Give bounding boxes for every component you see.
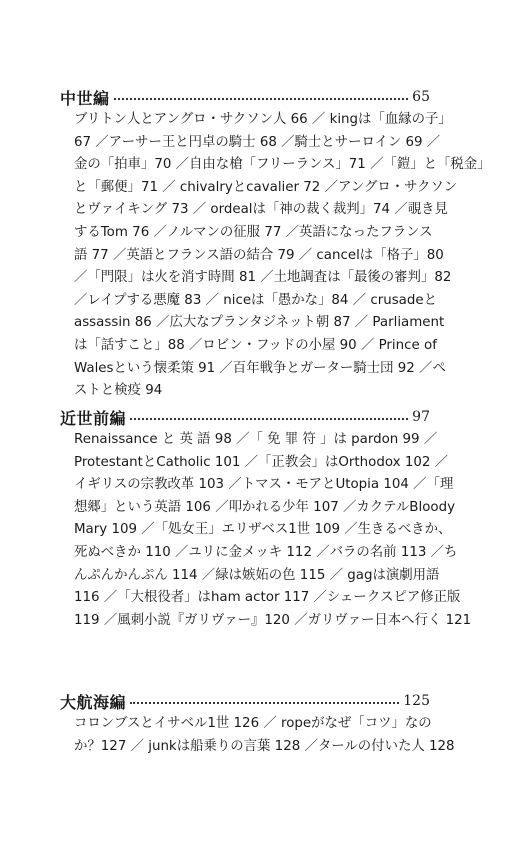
- section-title: 中世編: [60, 88, 110, 108]
- leader-dots: [130, 418, 408, 420]
- entry-line: とヴァイキング 73 ／ ordealは「神の裁く裁判」74 ／覗き見: [74, 202, 448, 218]
- entry-line: 想郷」という英語 106 ／叩かれる少年 107 ／カクテルBloody: [74, 499, 456, 515]
- section-title: 大航海編: [60, 692, 127, 712]
- entry-line: ブリトン人とアングロ・サクソン人 66 ／ kingは「血縁の子」: [74, 112, 452, 127]
- entry-line: ／レイプする悪魔 83 ／ niceは「愚かな」84 ／ crusadeと: [74, 292, 438, 308]
- section-title: 近世前編: [60, 408, 127, 428]
- entry-line: イギリスの宗教改革 103 ／トマス・モアとUtopia 104 ／「理: [74, 477, 454, 493]
- entry-line: するTom 76 ／ノルマンの征服 77 ／英語になったフランス: [74, 224, 433, 240]
- entry-line: ／「門限」は火を消す時間 81 ／土地調査は「最後の審判」82: [74, 270, 452, 286]
- entry-line: か？127 ／ junkは船乗りの言葉 128 ／タールの付いた人 128: [74, 738, 455, 754]
- entry-line: コロンブスとイサベル1世 126 ／ ropeがなぜ「コツ」なの: [74, 716, 432, 731]
- entry-line: Walesという懐柔策 91 ／百年戦争とガーター騎士団 92 ／ペ: [74, 360, 446, 376]
- section-heading: [60, 84, 430, 110]
- section-heading: [60, 404, 430, 430]
- entry-line: 金の「拍車」70 ／自由な槍「フリーランス」71 ／「鎧」と「税金」: [74, 157, 491, 173]
- section-page-number: 65: [412, 89, 430, 105]
- entry-line: 67 ／アーサー王と円卓の騎士 68 ／騎士とサーロイン 69 ／: [74, 134, 441, 150]
- entry-line: ストと検疫 94: [74, 383, 163, 399]
- entry-line: ProtestantとCatholic 101 ／「正教会」はOrthodox 102 ／: [74, 454, 449, 470]
- leader-dots: [114, 98, 409, 100]
- entry-line: 死ぬべきか 110 ／ユリに金メッキ 112 ／バラの名前 113 ／ち: [74, 544, 458, 560]
- section-heading: [60, 688, 430, 714]
- entry-line: assassin 86 ／広大なプランタジネット朝 87 ／ Parliament: [74, 315, 445, 331]
- entry-line: 116 ／「大根役者」はham actor 117 ／シェークスピア修正版: [74, 590, 461, 606]
- section-entries: [74, 429, 472, 632]
- entry-line: Renaissance と 英 語 98 ／「 免 罪 符 」は pardon 99 ／: [74, 432, 438, 447]
- entry-line: Mary 109 ／「処女王」エリザベス1世 109 ／生きるべきか、: [74, 522, 452, 538]
- section-entries: [74, 713, 455, 758]
- section-page-number: 125: [403, 693, 430, 709]
- section-page-number: 97: [412, 409, 430, 425]
- entry-line: は「話すこと」88 ／ロビン・フッドの小屋 90 ／ Prince of: [74, 337, 437, 353]
- entry-line: 語 77 ／英語とフランス語の結合 79 ／ cancelは「格子」80: [74, 247, 444, 263]
- leader-dots: [130, 702, 399, 704]
- entry-line: 119 ／風刺小説『ガリヴァー』120 ／ガリヴァー日本へ行く 121: [74, 612, 472, 628]
- entry-line: と「郵便」71 ／ chivalryとcavalier 72 ／アングロ・サクソン: [74, 179, 458, 195]
- entry-line: んぷんかんぷん 114 ／緑は嫉妬の色 115 ／ gagは演劇用語: [74, 567, 440, 583]
- section-entries: [74, 109, 491, 403]
